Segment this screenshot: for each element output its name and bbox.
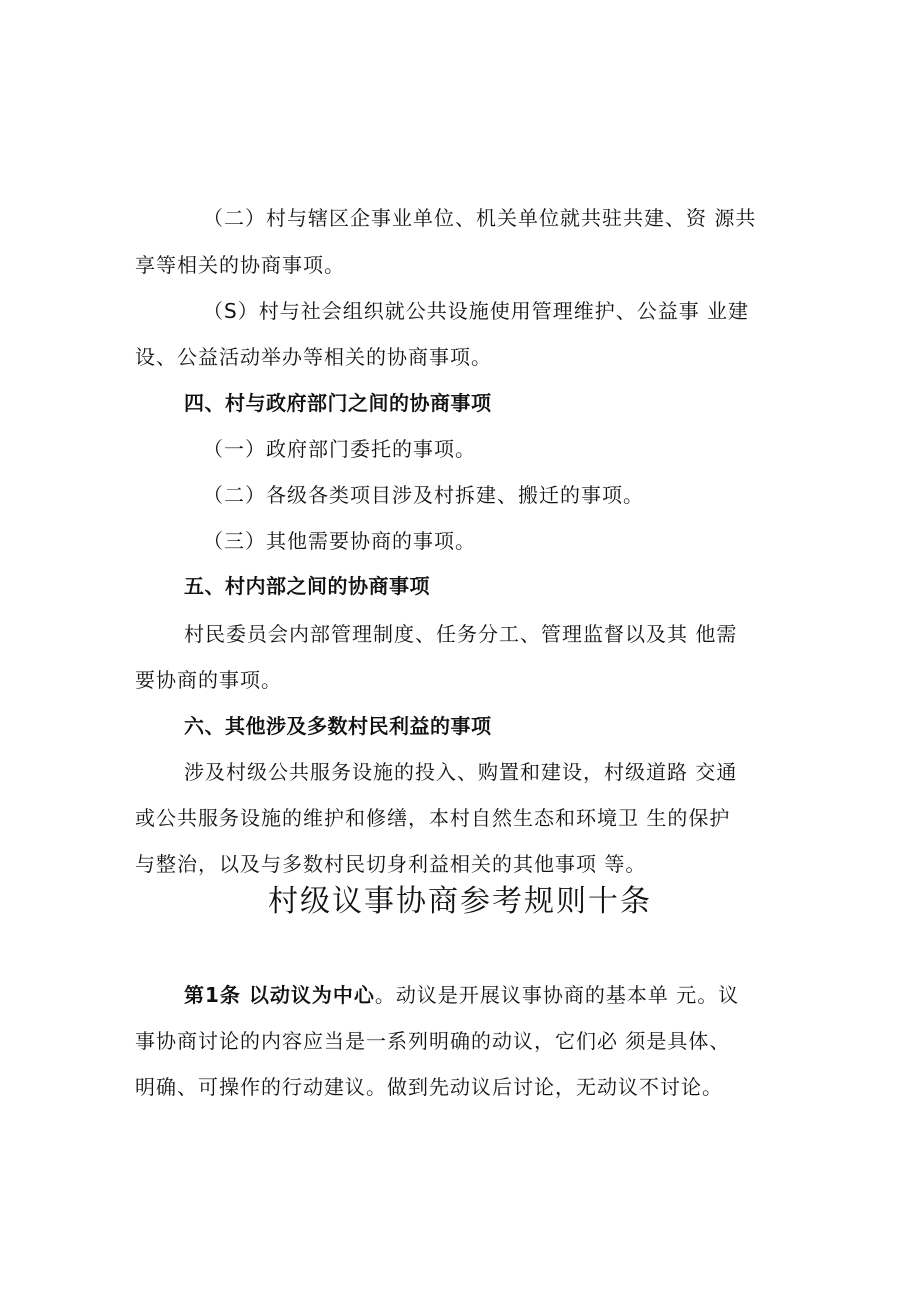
paragraph-line: 或公共服务设施的维护和修缮，本村自然生态和环境卫 生的保护 [135,806,731,830]
paragraph-line: （二）村与辖区企事业单位、机关单位就共驻共建、资 源共 [203,206,757,230]
article-label: 第1条 以动议为中心 [184,983,375,1007]
paragraph-line: 涉及村级公共服务设施的投入、购置和建设，村级道路 交通 [184,760,738,784]
paragraph-line: 要协商的事项。 [135,668,282,692]
paragraph-line: （S）村与社会组织就公共设施使用管理维护、公益事 业建 [203,299,750,323]
paragraph-line: 与整治，以及与多数村民切身利益相关的其他事项 等。 [135,852,647,876]
section-heading: 五、村内部之间的协商事项 [184,574,430,598]
article-line: 明确、可操作的行动建议。做到先动议后讨论，无动议不讨论。 [135,1075,723,1099]
article-line [184,980,739,1010]
page-title: 村级议事协商参考规则十条 [268,884,652,919]
paragraph-line: 设、公益活动举办等相关的协商事项。 [135,345,492,369]
article-line: 事协商讨论的内容应当是一系列明确的动议，它们必 须是具体、 [135,1029,731,1053]
paragraph-line: 村民委员会内部管理制度、任务分工、管理监督以及其 他需 [184,622,738,646]
section-heading: 四、村与政府部门之间的协商事项 [184,391,492,415]
section-heading: 六、其他涉及多数村民利益的事项 [184,714,492,738]
list-item: （三）其他需要协商的事项。 [203,529,476,553]
list-item: （一）政府部门委托的事项。 [203,437,476,461]
list-item: （二）各级各类项目涉及村拆建、搬迁的事项。 [203,483,644,507]
paragraph-line: 享等相关的协商事项。 [135,253,345,277]
article-text: 。动议是开展议事协商的基本单 元。议 [374,983,740,1007]
